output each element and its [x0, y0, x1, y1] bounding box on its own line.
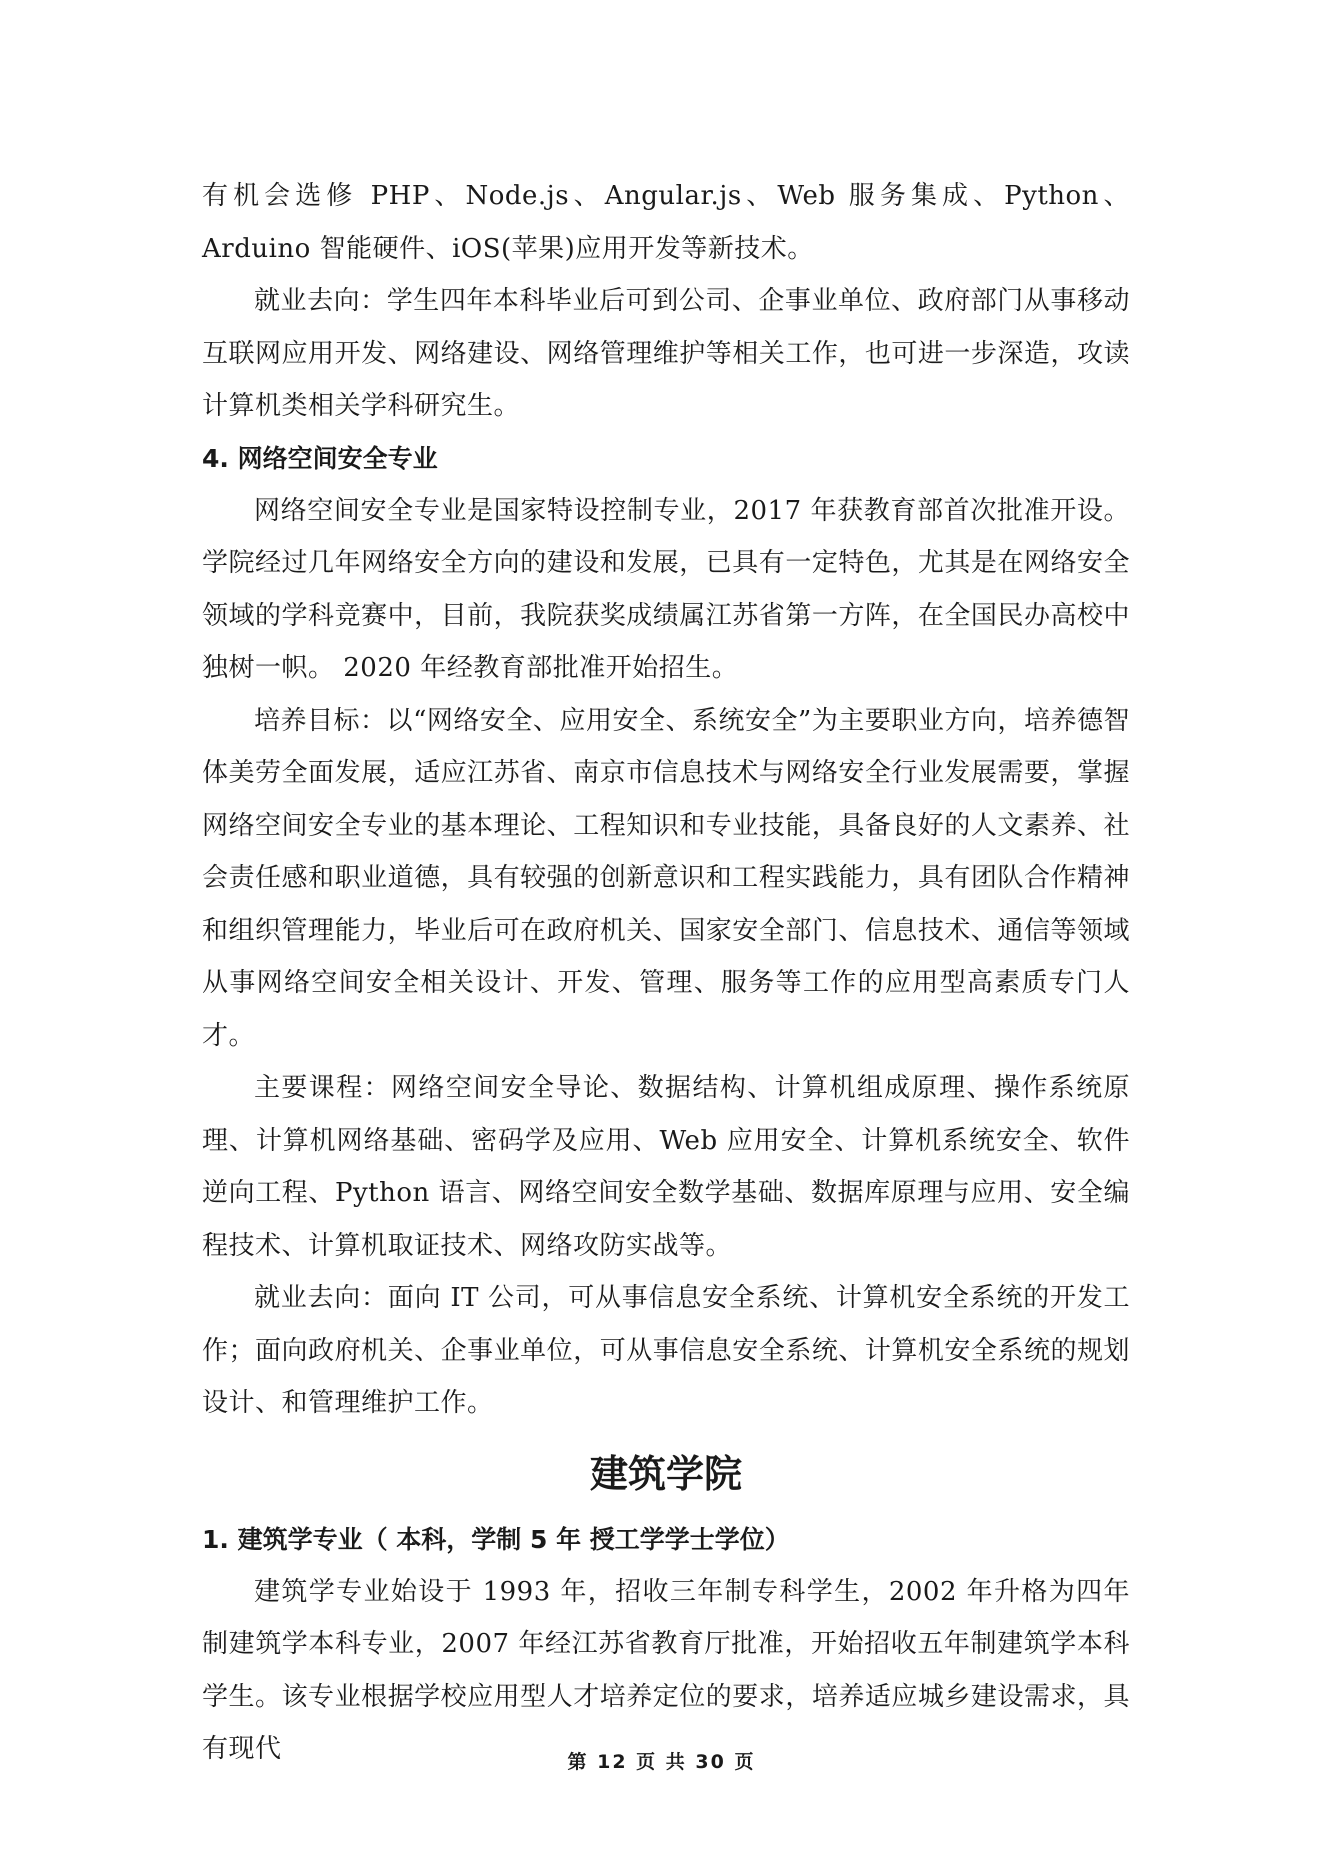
section-heading-cyberspace-security: 4. 网络空间安全专业 — [202, 443, 438, 473]
paragraph-elective-tech: 有机会选修 PHP、Node.js、Angular.js、Web 服务集成、Python、Arduino 智能硬件、iOS(苹果)应用开发等新技术。 — [202, 181, 1130, 264]
paragraph-architecture-intro: 建筑学专业始设于 1993 年，招收三年制专科学生，2002 年升格为四年制建筑学本科专业，2007 年经江苏省教育厅批准，开始招收五年制建筑学本科学生。该专业根据学校应用型人才培养定位的要求，培养适应城乡建设需求，具有现代 — [202, 1576, 1130, 1764]
paragraph-employment-mobile: 就业去向：学生四年本科毕业后可到公司、企事业单位、政府部门从事移动互联网应用开发、网络建设、网络管理维护等相关工作，也可进一步深造，攻读计算机类相关学科研究生。 — [202, 286, 1130, 421]
college-title: 建筑学院 — [589, 1451, 742, 1496]
paragraph-cyber-employment: 就业去向：面向 IT 公司，可从事信息安全系统、计算机安全系统的开发工作；面向政府机关、企事业单位，可从事信息安全系统、计算机安全系统的规划设计、和管理维护工作。 — [202, 1283, 1130, 1418]
paragraph-cyber-goals: 培养目标：以“网络安全、应用安全、系统安全”为主要职业方向，培养德智体美劳全面发展，适应江苏省、南京市信息技术与网络安全行业发展需要，掌握网络空间安全专业的基本理论、工程知识和专业技能，具备良好的人文素养、社会责任感和职业道德，具有较强的创新意识和工程实践能力，具有团队合作精神和组织管理能力，毕业后可在政府机关、国家安全部门、信息技术、通信等领域从事网络空间安全相关设计、开发、管理、服务等工作的应用型高素质专门人才。 — [202, 705, 1130, 1051]
paragraph-cyber-intro: 网络空间安全专业是国家特设控制专业，2017 年获教育部首次批准开设。学院经过几年网络安全方向的建设和发展，已具有一定特色，尤其是在网络安全领域的学科竞赛中，目前，我院获奖成绩属江苏省第一方阵，在全国民办高校中独树一帜。 2020 年经教育部批准开始招生。 — [202, 495, 1130, 683]
document-body — [202, 170, 1130, 1776]
page-number-footer: 第 12 页 共 30 页 — [567, 1751, 756, 1773]
section-heading-architecture: 1. 建筑学专业（ 本科，学制 5 年 授工学学士学位） — [202, 1524, 790, 1554]
paragraph-cyber-courses: 主要课程：网络空间安全导论、数据结构、计算机组成原理、操作系统原理、计算机网络基础、密码学及应用、Web 应用安全、计算机系统安全、软件逆向工程、Python 语言、网络空间安全数学基础、数据库原理与应用、安全编程技术、计算机取证技术、网络攻防实战等。 — [202, 1073, 1130, 1261]
